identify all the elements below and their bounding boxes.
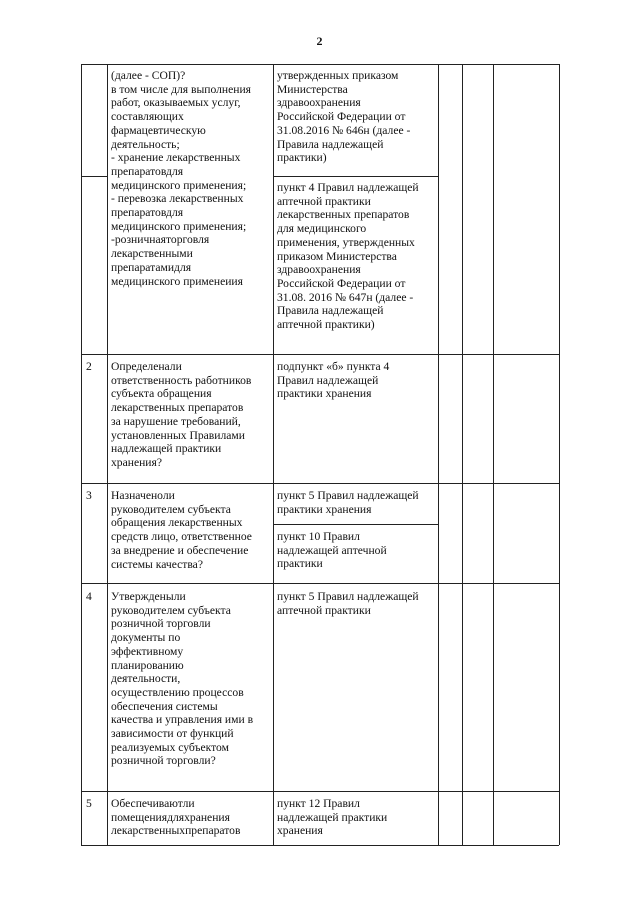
question-cell: Утвержденыли руководителем субъекта розничной торговли документы по эффективному планированию деятельности, осуществлению процессов обеспечения системы качества и управления ими в зависимости от функций реализуемых субъектом розничной торговли?: [111, 590, 254, 768]
page-number: 2: [316, 34, 323, 48]
reference-cell: пункт 5 Правил надлежащей практики хранения: [277, 489, 419, 516]
row-divider: [81, 176, 107, 177]
row-divider: [81, 583, 559, 584]
column-divider: [438, 64, 439, 845]
row-number: 2: [86, 360, 92, 373]
row-divider: [81, 483, 559, 484]
question-cell: Определенали ответственность работников субъекта обращения лекарственных препаратов за нарушение требований, установленных Правилами надлежащей практики хранения?: [111, 360, 252, 469]
column-divider: [493, 64, 494, 845]
row-number: 5: [86, 797, 92, 810]
reference-cell: пункт 4 Правил надлежащей аптечной практики лекарственных препаратов для медицинского применения, утвержденных приказом Министерства здравоохранения Российской Федерации от 31.08. 2016 № 647н (далее - Правила надлежащей аптечной практики): [277, 181, 419, 332]
column-divider: [273, 64, 274, 845]
row-divider: [81, 64, 559, 65]
table-border-right: [559, 64, 560, 845]
question-cell: (далее - СОП)? в том числе для выполнения работ, оказываемых услуг, составляющих фармацевтическую деятельность; - хранение лекарственных препаратовдля медицинского применения; - перевозка лекарственных препаратовдля медицинского применения; -розничнаяторговля лекарственными препаратамидля медицинского применеиия: [111, 69, 252, 288]
row-divider: [273, 524, 438, 525]
reference-cell: пункт 10 Правил надлежащей аптечной практики: [277, 530, 387, 571]
row-number: 3: [86, 489, 92, 502]
table-border-left: [81, 64, 82, 845]
question-cell: Обеспечиваютли помещениядляхранения лекарственныхпрепаратов: [111, 797, 241, 838]
column-divider: [107, 64, 108, 845]
reference-cell: пункт 5 Правил надлежащей аптечной практики: [277, 590, 419, 617]
row-divider: [81, 845, 559, 846]
row-divider: [273, 176, 438, 177]
row-divider: [81, 354, 559, 355]
reference-cell: пункт 12 Правил надлежащей практики хранения: [277, 797, 388, 838]
question-cell: Назначеноли руководителем субъекта обращения лекарственных средств лицо, ответственное за внедрение и обеспечение системы качества?: [111, 489, 252, 571]
column-divider: [462, 64, 463, 845]
reference-cell: утвержденных приказом Министерства здравоохранения Российской Федерации от 31.08.2016 № 646н (далее - Правила надлежащей практики): [277, 69, 411, 165]
row-divider: [81, 791, 559, 792]
row-number: 4: [86, 590, 92, 603]
reference-cell: подпункт «б» пункта 4 Правил надлежащей практики хранения: [277, 360, 390, 401]
